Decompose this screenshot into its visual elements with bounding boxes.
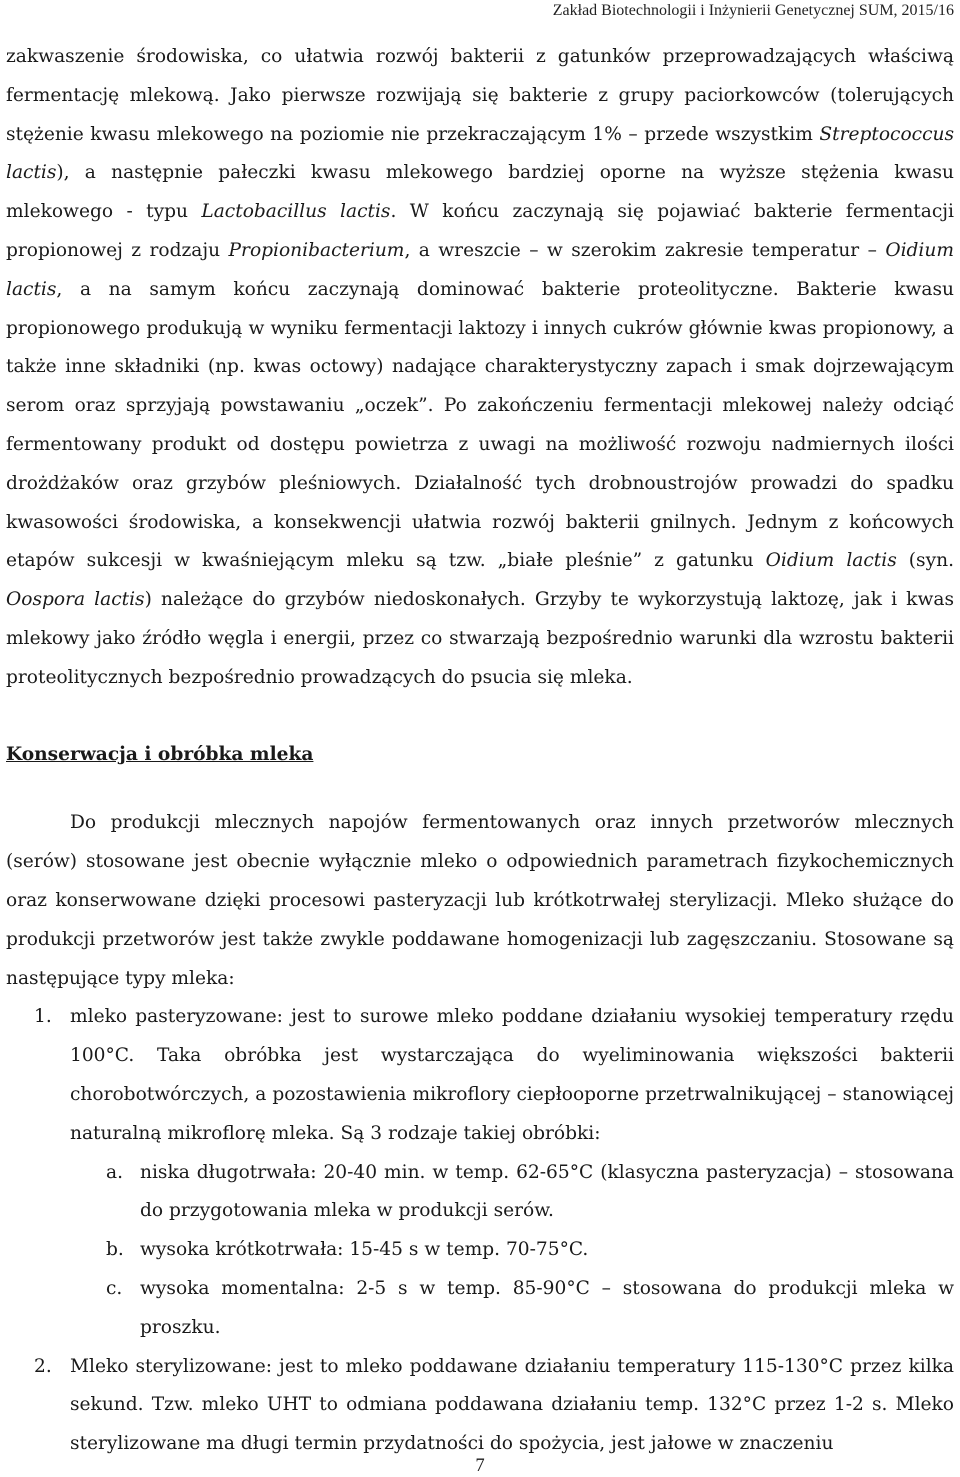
document-body — [6, 38, 954, 1464]
species-name: Streptococcus lactis — [6, 123, 954, 184]
list-item-text: Mleko sterylizowane: jest to mleko poddawane działaniu temperatury 115-130°C przez kilka sekund. Tzw. mleko UHT to odmiana poddawana działaniu temp. 132°C przez 1-2 s. Mleko sterylizowane ma długi termin przydatności do spożycia, jest jałowe w znaczeniu — [70, 1355, 954, 1455]
text-run: , a na samym końcu zaczynają dominować bakterie proteolityczne. Bakterie kwasu propionowego produkują w wyniku fermentacji laktozy i innych cukrów głównie kwas propionowy, a także inne składniki (np. kwas octowy) nadające charakterystyczny zapach i smak dojrzewającym serom oraz sprzyjają powstawaniu „oczek”. Po zakończeniu fermentacji mlekowej należy odciąć fermentowany produkt od dostępu powietrza z uwagi na możliwość rozwoju nadmiernych ilości drożdżaków oraz grzybów pleśniowych. Działalność tych drobnoustrojów prowadzi do spadku kwasowości środowiska, a konsekwencji ułatwia rozwój bakterii gnilnych. Jednym z końcowych etapów sukcesji w kwaśniejącym mleku są tzw. „białe pleśnie” z gatunku — [6, 278, 954, 572]
text-run: zakwaszenie środowiska, co ułatwia rozwój bakterii z gatunków przeprowadzających właściwą fermentację mlekową. Jako pierwsze rozwijają się bakterie z grupy paciorkowców (tolerujących stężenie kwasu mlekowego na poziomie nie przekraczającym 1% – przede wszystkim — [6, 46, 954, 145]
sublist-item-text: wysoka momentalna: 2-5 s w temp. 85-90°C – stosowana do produkcji mleka w proszku. — [140, 1277, 954, 1338]
list-number: 1. — [34, 1006, 52, 1028]
text-run: , a wreszcie – w szerokim zakresie temperatur – — [404, 239, 886, 261]
paragraph-milk-types: Do produkcji mlecznych napojów fermentowanych oraz innych przetworów mlecznych (serów) stosowane jest obecnie wyłącznie mleko o odpowiednich parametrach fizykochemicznych oraz konserwowane dzięki procesowi pasteryzacji lub krótkotrwałej sterylizacji. Mleko służące do produkcji przetworów jest także zwykle poddawane homogenizacji lub zagęszczaniu. Stosowane są następujące typy mleka: — [6, 812, 954, 989]
sublist-item — [6, 1270, 954, 1348]
list-item — [6, 1348, 954, 1464]
text-run: ) należące do grzybów niedoskonałych. Grzyby te wykorzystują laktozę, jak i kwas mlekowy jako źródło węgla i energii, przez co stwarzają bezpośrednio warunki dla wzrostu bakterii proteolitycznych bezpośrednio prowadzących do psucia się mleka. — [6, 589, 954, 688]
text-run: (syn. — [896, 550, 954, 572]
page-number: 7 — [475, 1455, 485, 1476]
sublist-letter: a. — [106, 1161, 123, 1183]
paragraph-fermentation — [6, 38, 954, 698]
sublist-letter: b. — [106, 1239, 124, 1261]
species-name: Lactobacillus lactis — [201, 201, 391, 223]
species-name: Oidium lactis — [765, 550, 897, 572]
sublist-item — [6, 1154, 954, 1232]
section-heading: Konserwacja i obróbka mleka — [6, 743, 314, 765]
list-item — [6, 998, 954, 1153]
milk-types-list — [6, 998, 954, 1464]
species-name: Oidium lactis — [6, 239, 954, 300]
list-item-text: mleko pasteryzowane: jest to surowe mleko poddane działaniu wysokiej temperatury rzędu 100°C. Taka obróbka jest wystarczająca do wyeliminowania większości bakterii chorobotwórczych, a pozostawienia mikroflory ciepłooporne przetrwalnikującej – stanowiącej naturalną mikroflorę mleka. Są 3 rodzaje takiej obróbki: — [70, 1006, 954, 1144]
sublist-item-text: niska długotrwała: 20-40 min. w temp. 62-65°C (klasyczna pasteryzacja) – stosowana do przygotowania mleka w produkcji serów. — [140, 1161, 954, 1222]
genus-name: Propionibacterium — [228, 239, 405, 261]
page-header: Zakład Biotechnologii i Inżynierii Genetycznej SUM, 2015/16 — [552, 2, 954, 19]
sublist-item — [6, 1231, 954, 1270]
species-name: Oospora lactis — [6, 589, 145, 611]
list-number: 2. — [34, 1355, 52, 1377]
pasteurization-sublist — [6, 1154, 954, 1348]
sublist-letter: c. — [106, 1277, 123, 1299]
text-run: ), a następnie pałeczki kwasu mlekowego bardziej oporne na wyższe stężenia kwasu mlekowego - typu — [6, 162, 954, 223]
sublist-item-text: wysoka krótkotrwała: 15-45 s w temp. 70-75°C. — [140, 1239, 589, 1261]
text-run: . W końcu zaczynają się pojawiać bakterie fermentacji propionowej z rodzaju — [6, 201, 954, 261]
